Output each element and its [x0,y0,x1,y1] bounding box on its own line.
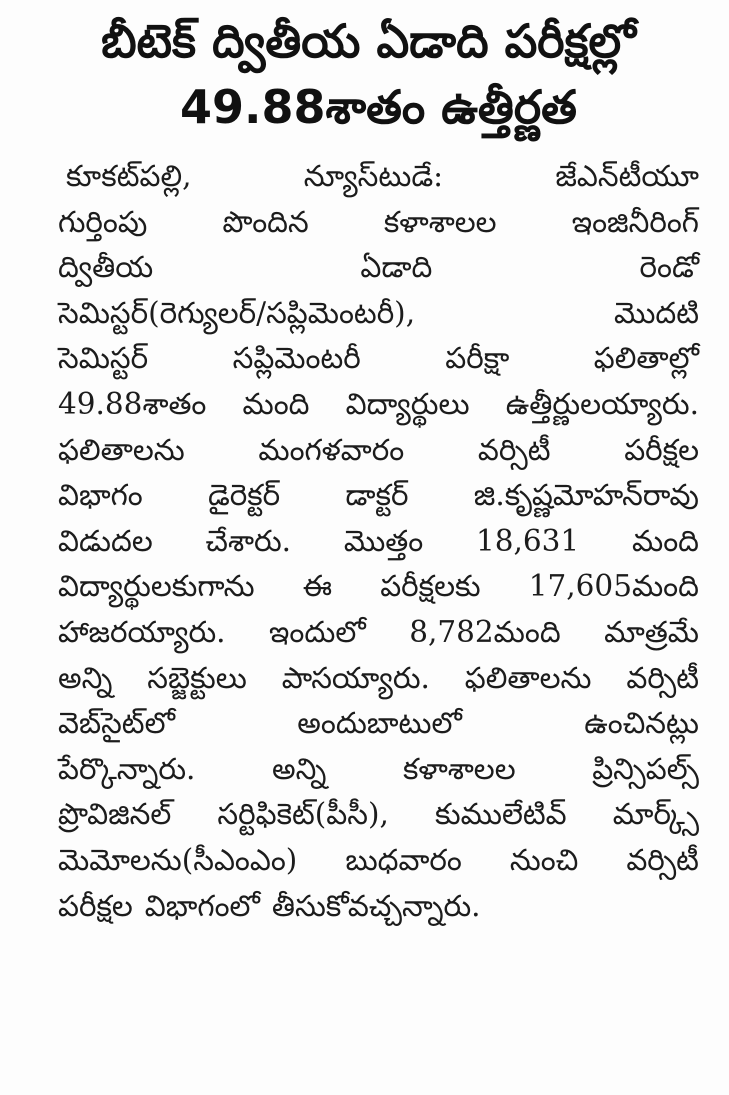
article-line [58,154,699,200]
article-word: ద్వితీయ [58,250,154,285]
article-line [58,884,699,930]
article-word: ఫలితాలను [464,660,592,695]
article-word: అందుబాటులో [297,706,462,741]
article-line [58,245,699,291]
article-line [58,291,699,337]
article-word: పరీక్షల [58,888,133,923]
article-word: పరీక్షా [445,341,510,376]
article-word: వెబ్‌సైట్‌లో [58,706,175,741]
article-word: ప్రొవిజినల్ [58,797,172,832]
article-line [58,838,699,884]
article-word: ఈ [302,569,333,604]
article-word: అన్ని [272,751,327,786]
article-body [58,154,699,929]
article-word: పరీక్షల [624,432,699,467]
article-word: కూకట్‌పల్లి, [66,159,192,193]
article-word: డాక్టర్ [345,478,409,513]
article-word: మంది [631,523,699,558]
article-line [58,336,699,382]
article-word: మంగళవారం [258,432,405,467]
article-word: పరీక్షలకు [380,569,481,604]
article-word: జి.కృష్ణమోహన్‌రావు [473,478,699,513]
article-word: సెమిస్టర్ [58,341,149,376]
article-line [58,564,699,610]
article-line [58,519,699,565]
article-word: సప్లిమెంటరీ [232,341,361,376]
article-word: ఉంచినట్లు [584,706,699,741]
article-word: కళాశాలల [402,751,516,786]
article-word: కళాశాలల [383,204,497,239]
article-word: ఫలితాల్లో [593,341,699,376]
article-word: న్యూస్‌టుడే: [303,159,444,193]
article-word: పేర్కొన్నారు. [58,751,196,786]
headline [58,8,699,140]
article-word: సబ్జెక్టులు [147,660,247,695]
article-word: డైరెక్టర్ [207,478,281,513]
article-word: విద్యార్థులకుగాను [58,569,255,604]
headline-line-1: బీటెక్ ద్వితీయ ఏడాది పరీక్షల్లో [101,14,636,68]
article-word: బుధవారం [345,842,462,877]
article-line [58,428,699,474]
article-line [58,701,699,747]
article-line [58,610,699,656]
article-word: జేఎన్‌టీయూ [555,159,699,193]
article-word: ఉత్తీర్ణులయ్యారు. [505,386,699,421]
article-word: ఇందులో [269,614,366,649]
article-word: నుంచి [509,842,579,877]
article-line [58,200,699,246]
headline-line-2: 49.88శాతం ఉత్తీర్ణత [180,80,577,134]
article-word: మొత్తం [343,523,424,558]
article-word: సెమిస్టర్(రెగ్యులర్/సప్లిమెంటరీ), [58,295,416,330]
article-word: విభాగంలో [144,888,260,923]
article-word: మెమోలను(సీఎంఎం) [58,842,298,877]
article-word: పాసయ్యారు. [281,660,430,695]
article-word: అన్ని [58,660,113,695]
article-line [58,382,699,428]
article-word: 8,782మంది [409,614,561,649]
article-line [58,656,699,702]
article-word: ఏడాది [360,250,433,285]
article-word: వర్సిటీ [626,842,699,877]
article-word: విభాగం [58,478,143,513]
article-word: 17,605మంది [528,569,699,604]
article-line [58,792,699,838]
article-word: ప్రిన్సిపల్స్ [592,751,699,786]
article-word: వర్సిటీ [477,432,551,467]
article-word: విడుదల [58,523,153,558]
article-word: మంది [242,386,310,421]
article-word: మాత్రమే [604,614,699,649]
article-word: మార్క్స్ [612,797,699,832]
article-word: 18,631 [475,523,580,558]
article-word: తీసుకోవచ్చన్నారు. [271,888,481,923]
article-word: చేశారు. [205,523,292,558]
article-word: 49.88శాతం [58,386,207,421]
article-word: ఇంజినీరింగ్ [571,204,699,239]
article-word: హాజరయ్యారు. [58,614,226,649]
article-word: ఫలితాలను [58,432,185,467]
article-word: వర్సిటీ [626,660,699,695]
article-word: రెండో [639,250,699,285]
article-line [58,473,699,519]
article-word: సర్టిఫికెట్(పీసీ), [217,797,389,832]
article-word: కుములేటివ్ [434,797,567,832]
article-word: గుర్తింపు [58,204,148,239]
article-word: పొందిన [222,204,309,239]
article-word: విద్యార్థులు [345,386,470,421]
article-word: మొదటి [613,295,699,330]
article-line [58,747,699,793]
